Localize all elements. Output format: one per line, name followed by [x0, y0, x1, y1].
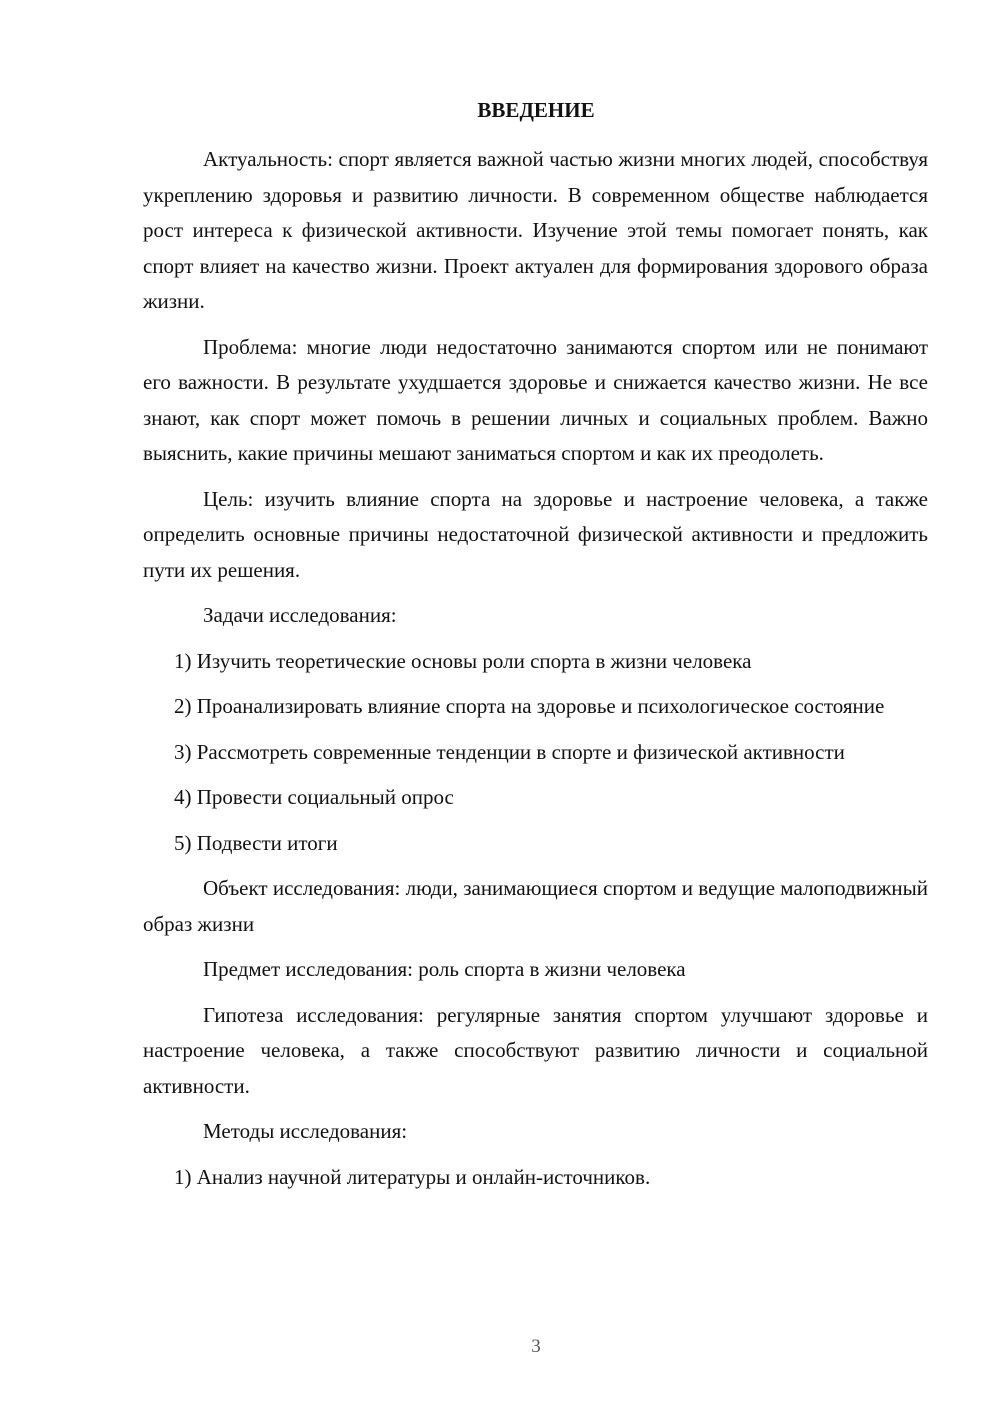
task-item: 2) Проанализировать влияние спорта на здоровье и психологическое состояние: [174, 694, 885, 718]
paragraph-hypothesis: Гипотеза исследования: регулярные занятия спортом улучшают здоровье и настроение человека, а также способствуют развитию личности и социальной активности.: [143, 1002, 928, 1098]
page-number: 3: [531, 1336, 541, 1357]
paragraph-relevance: Актуальность: спорт является важной частью жизни многих людей, способствуя укреплению здоровья и развитию личности. В современном обществе наблюдается рост интереса к физической активности. Изучение этой темы помогает понять, как спорт влияет на качество жизни. Проект актуален для формирования здорового образа жизни.: [143, 147, 928, 313]
paragraph-subject: Предмет исследования: роль спорта в жизни человека: [203, 957, 686, 981]
paragraph-goal: Цель: изучить влияние спорта на здоровье и настроение человека, а также определить основные причины недостаточной физической активности и предложить пути их решения.: [143, 486, 928, 582]
paragraph-problem: Проблема: многие люди недостаточно занимаются спортом или не понимают его важности. В результате ухудшается здоровье и снижается качество жизни. Не все знают, как спорт может помочь в решении личных и социальных проблем. Важно выяснить, какие причины мешают заниматься спортом и как их преодолеть.: [143, 334, 928, 465]
section-title: ВВЕДЕНИЕ: [477, 98, 595, 122]
task-item: 1) Изучить теоретические основы роли спорта в жизни человека: [174, 648, 752, 673]
tasks-heading: Задачи исследования:: [203, 603, 397, 627]
methods-heading: Методы исследования:: [203, 1119, 408, 1143]
task-item: 3) Рассмотреть современные тенденции в спорте и физической активности: [174, 739, 845, 764]
task-item: 5) Подвести итоги: [174, 830, 338, 855]
method-item: 1) Анализ научной литературы и онлайн-источников.: [174, 1164, 651, 1189]
task-item: 4) Провести социальный опрос: [174, 785, 454, 809]
paragraph-object: Объект исследования: люди, занимающиеся спортом и ведущие малоподвижный образ жизни: [143, 876, 928, 936]
document-body: [143, 142, 928, 1205]
